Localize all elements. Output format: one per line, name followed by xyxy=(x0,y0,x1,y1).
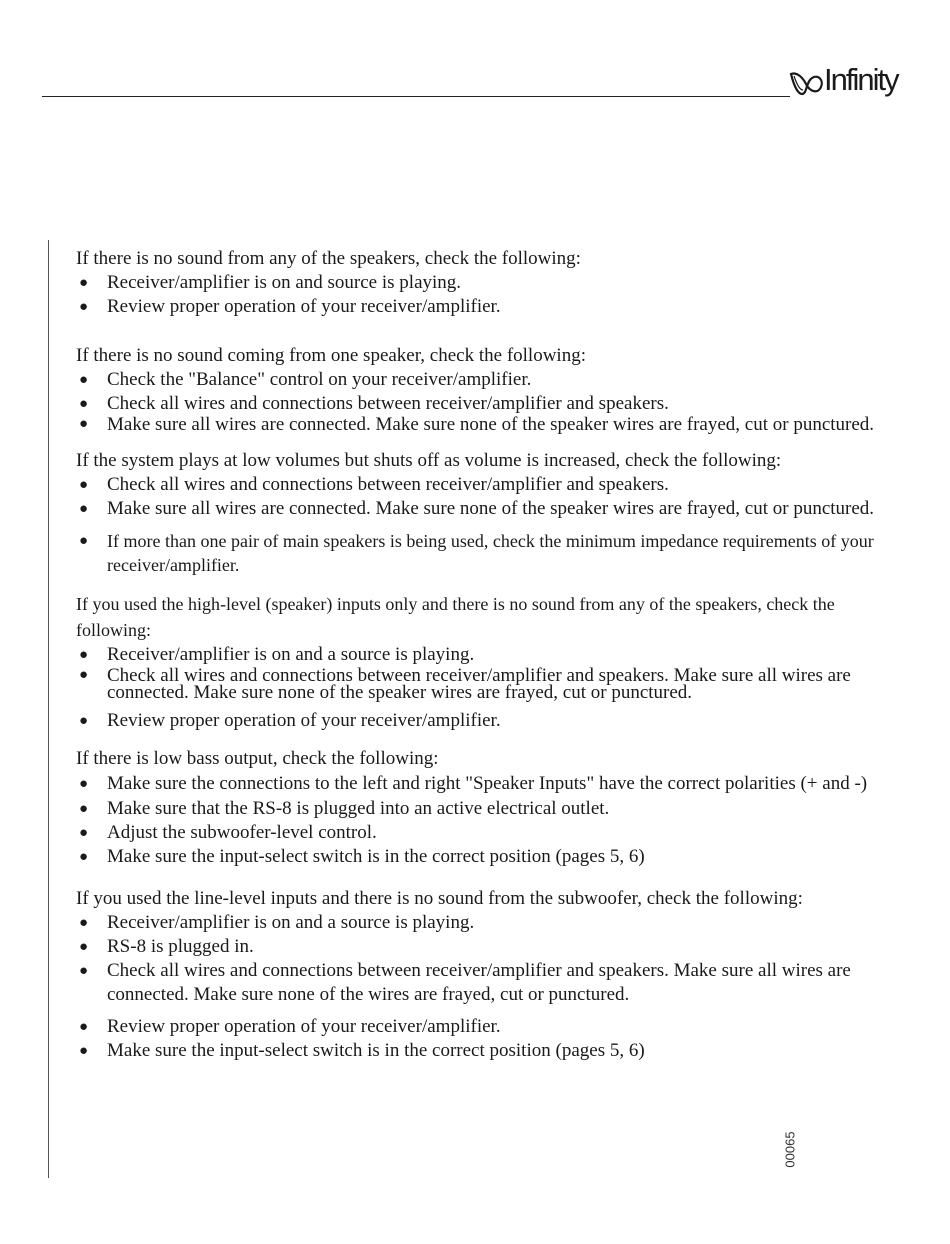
header-rule xyxy=(42,96,790,97)
list-item: ● RS-8 is plugged in. xyxy=(79,936,254,957)
list-item: ● Make sure the input-select switch is in the correct position (pages 5, 6) xyxy=(79,846,645,867)
section-intro: If the system plays at low volumes but shuts off as volume is increased, check the following: xyxy=(76,450,782,471)
list-item: ● Make sure all wires are connected. Make sure none of the speaker wires are frayed, cut or punctured. xyxy=(79,414,875,435)
bullet-icon: ● xyxy=(79,825,89,841)
brand-wordmark: Infinity xyxy=(824,62,898,97)
list-item: ● Make sure the input-select switch is in the correct position (pages 5, 6) xyxy=(79,1040,645,1061)
list-item: ● Check all wires and connections between receiver/amplifier and speakers. Make sure all wires are connected. Make sure none of the speaker wires are frayed, cut or punctured. xyxy=(79,665,851,703)
bullet-icon: ● xyxy=(79,501,89,517)
list-item: ● Adjust the subwoofer-level control. xyxy=(79,822,377,843)
section-no-sound-one xyxy=(76,344,886,433)
bullet-icon: ● xyxy=(79,299,89,315)
bullet-icon: ● xyxy=(79,667,89,683)
infinity-logo-mark-icon xyxy=(788,68,826,98)
section-intro: If there is no sound coming from one speaker, check the following: xyxy=(76,345,586,366)
list-item: ● Receiver/amplifier is on and source is playing. xyxy=(79,272,462,293)
section-intro: If you used the high-level (speaker) inputs only and there is no sound from any of the speakers, check the following: xyxy=(76,594,835,640)
list-item: ● Make sure that the RS-8 is plugged into an active electrical outlet. xyxy=(79,798,610,819)
list-item: ● Check all wires and connections between receiver/amplifier and speakers. xyxy=(79,474,669,495)
bullet-icon: ● xyxy=(79,1043,89,1059)
section-intro: If you used the line-level inputs and there is no sound from the subwoofer, check the following: xyxy=(76,888,803,909)
list-item: ● Review proper operation of your receiver/amplifier. xyxy=(79,710,501,731)
bullet-icon: ● xyxy=(79,713,89,729)
bullet-icon: ● xyxy=(79,776,89,792)
list-item: ● Make sure the connections to the left and right "Speaker Inputs" have the correct polarities (+ and -) xyxy=(76,771,886,797)
list-item: ● Make sure all wires are connected. Make sure none of the speaker wires are frayed, cut or punctured. xyxy=(79,498,875,519)
section-line-level xyxy=(76,887,886,1063)
page-code xyxy=(778,1128,800,1172)
bullet-icon: ● xyxy=(79,275,89,291)
list-item: ● Review proper operation of your receiver/amplifier. xyxy=(79,1016,501,1037)
list-item: ● Receiver/amplifier is on and a source is playing. xyxy=(79,912,475,933)
bullet-icon: ● xyxy=(79,477,89,493)
section-shuts-off xyxy=(76,449,886,577)
bullet-icon: ● xyxy=(79,1019,89,1035)
bullet-icon: ● xyxy=(79,533,89,549)
bullet-icon: ● xyxy=(79,849,89,865)
list-item: ● Review proper operation of your receiver/amplifier. xyxy=(79,296,501,317)
section-no-sound-any xyxy=(76,247,886,319)
list-item: ● Receiver/amplifier is on and a source is playing. xyxy=(79,644,475,665)
list-item: ● Check all wires and connections between receiver/amplifier and speakers. Make sure all wires are connected. Make sure none of the wires are frayed, cut or punctured. xyxy=(79,960,851,1005)
bullet-icon: ● xyxy=(79,416,89,432)
list-item: ● Check the "Balance" control on your receiver/amplifier. xyxy=(79,369,532,390)
troubleshooting-content xyxy=(76,247,886,1063)
section-high-level xyxy=(76,591,886,733)
bullet-icon: ● xyxy=(79,372,89,388)
section-low-bass xyxy=(76,747,886,869)
list-item: ● If more than one pair of main speakers is being used, check the minimum impedance requirements of your receiver/amplifier. xyxy=(79,531,874,575)
bullet-icon: ● xyxy=(79,396,89,412)
bullet-icon: ● xyxy=(79,915,89,931)
change-bar xyxy=(48,240,49,1178)
brand-logo xyxy=(788,60,918,106)
bullet-icon: ● xyxy=(79,939,89,955)
section-intro: If there is no sound from any of the speakers, check the following: xyxy=(76,248,581,269)
bullet-icon: ● xyxy=(79,801,89,817)
section-intro: If there is low bass output, check the following: xyxy=(76,748,439,769)
bullet-icon: ● xyxy=(79,963,89,979)
bullet-icon: ● xyxy=(79,647,89,663)
page-code-text: 00065 xyxy=(782,1131,798,1168)
list-item: ● Check all wires and connections between receiver/amplifier and speakers. xyxy=(79,393,669,414)
